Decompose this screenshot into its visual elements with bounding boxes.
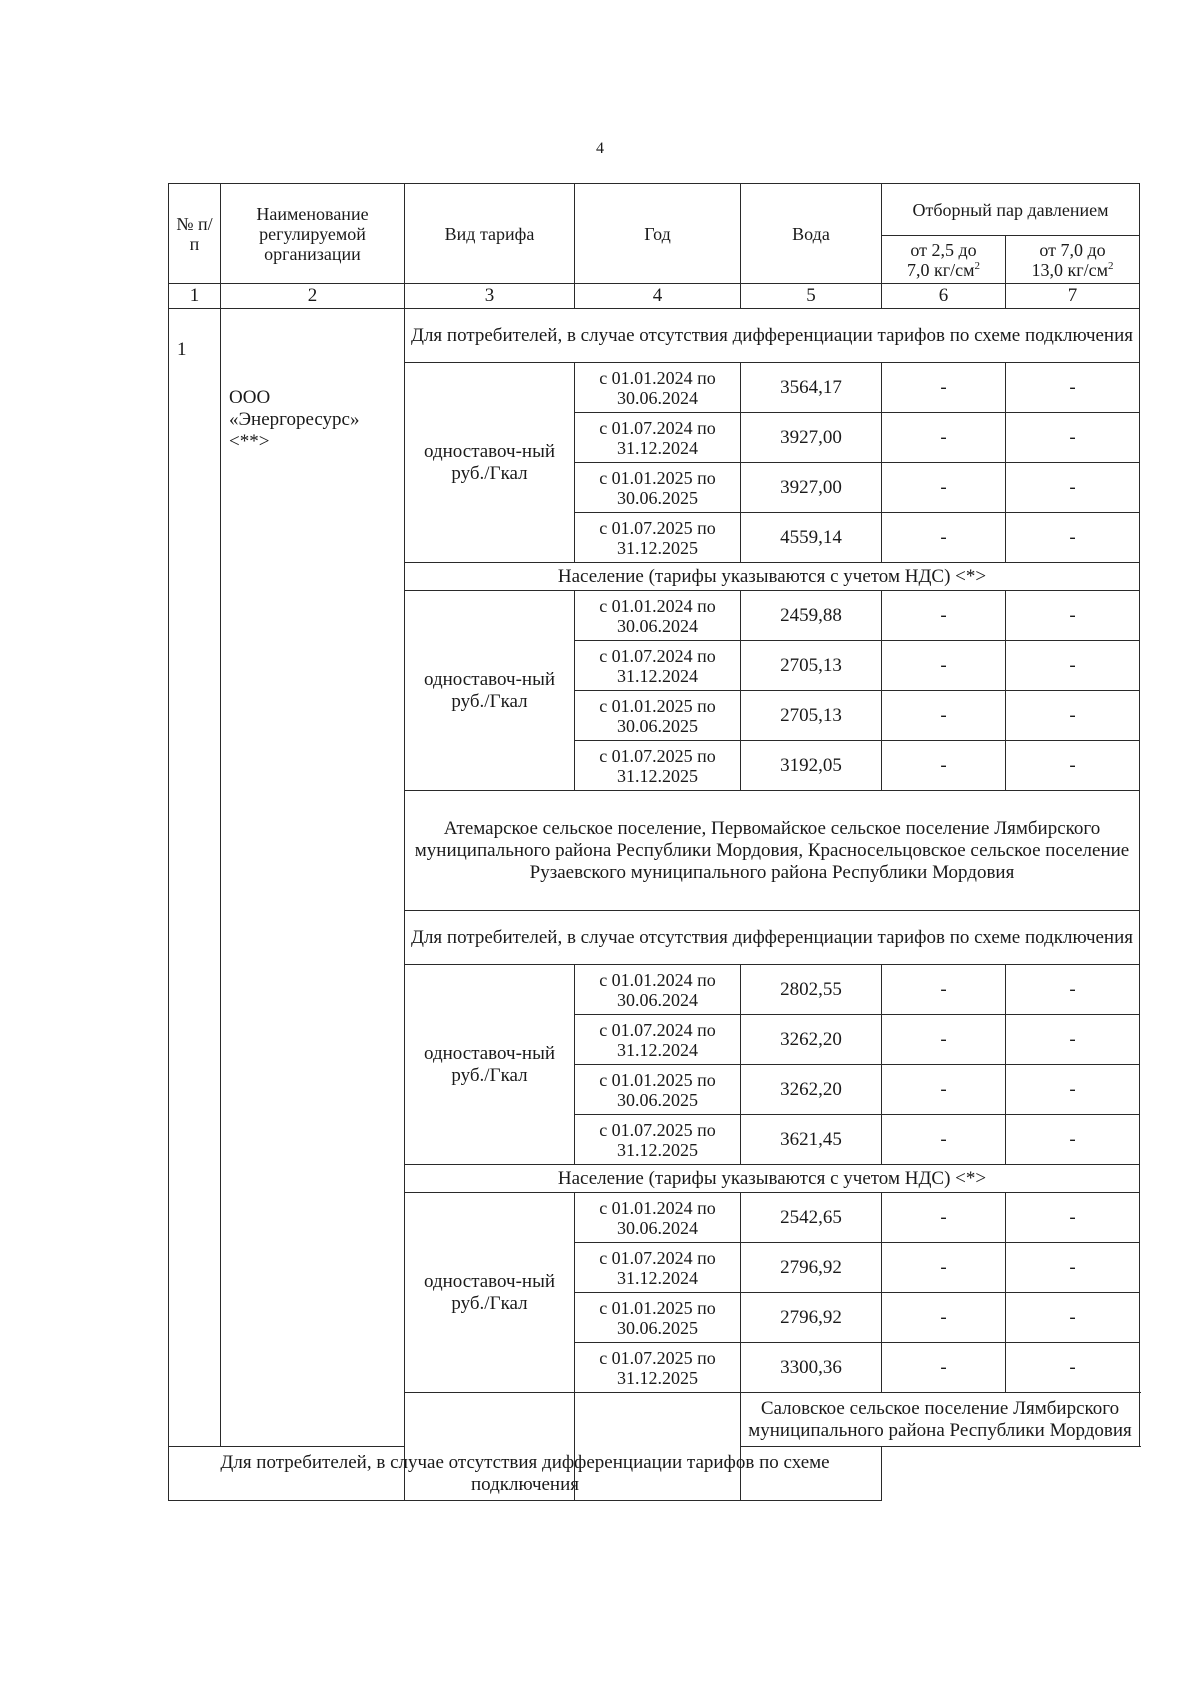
water-value: 2802,55 [741, 965, 882, 1015]
header-water: Вода [741, 184, 882, 284]
period: с 01.01.2025 по 30.06.2025 [575, 1293, 741, 1343]
steam-low-value: - [882, 413, 1006, 463]
steam-high-value: - [1006, 691, 1140, 741]
header-steam: Отборный пар давлением [882, 184, 1140, 236]
header-steam-high: от 7,0 до 13,0 $кг/см^2$ [1006, 236, 1140, 284]
steam-low-value: - [882, 965, 1006, 1015]
steam-high-value: - [1006, 513, 1140, 563]
period: с 01.01.2024 по 30.06.2024 [575, 591, 741, 641]
column-number: 7 [1006, 284, 1140, 309]
period: с 01.07.2024 по 31.12.2024 [575, 1243, 741, 1293]
water-value: 2796,92 [741, 1243, 882, 1293]
column-number: 5 [741, 284, 882, 309]
water-value: 3621,45 [741, 1115, 882, 1165]
steam-low-value: - [882, 741, 1006, 791]
steam-low-value: - [882, 1293, 1006, 1343]
water-value: 3192,05 [741, 741, 882, 791]
period: с 01.01.2024 по 30.06.2024 [575, 965, 741, 1015]
period: с 01.01.2024 по 30.06.2024 [575, 363, 741, 413]
steam-high-value: - [1006, 591, 1140, 641]
period: с 01.07.2024 по 31.12.2024 [575, 1015, 741, 1065]
period: с 01.01.2025 по 30.06.2025 [575, 691, 741, 741]
header-org: Наименование регулируемой организации [221, 184, 405, 284]
header-steam-low: от 2,5 до 7,0 $кг/см^2$ [882, 236, 1006, 284]
steam-high-value: - [1006, 1015, 1140, 1065]
tariff-type: одноставоч-ный руб./Гкал [405, 591, 575, 791]
water-value: 2459,88 [741, 591, 882, 641]
steam-low-value: - [882, 691, 1006, 741]
steam-high-value: - [1006, 965, 1140, 1015]
period: с 01.07.2025 по 31.12.2025 [575, 1115, 741, 1165]
section-consumers: Для потребителей, в случае отсутствия дифференциации тарифов по схеме подключения [405, 911, 1140, 965]
period: с 01.07.2025 по 31.12.2025 [575, 1343, 741, 1393]
steam-low-value: - [882, 1243, 1006, 1293]
steam-low-value: - [882, 1015, 1006, 1065]
water-value: 3927,00 [741, 413, 882, 463]
steam-low-value: - [882, 463, 1006, 513]
section-settlement-1: Атемарское сельское поселение, Первомайское сельское поселение Лямбирского муниципального района Республики Мордовия, Красносельцовское сельское поселение Рузаевского муниципального района Республики Мордовия [405, 791, 1140, 911]
tariff-type: одноставоч-ный руб./Гкал [405, 1193, 575, 1393]
period: с 01.07.2025 по 31.12.2025 [575, 513, 741, 563]
column-number: 2 [221, 284, 405, 309]
period: с 01.07.2024 по 31.12.2024 [575, 641, 741, 691]
steam-low-value: - [882, 363, 1006, 413]
section-settlement-2: Саловское сельское поселение Лямбирского муниципального района Республики Мордовия [741, 1393, 1140, 1447]
steam-low-value: - [882, 641, 1006, 691]
header-num: № п/п [169, 184, 221, 284]
period: с 01.01.2024 по 30.06.2024 [575, 1193, 741, 1243]
section-population: Население (тарифы указываются с учетом НДС) <*> [405, 563, 1140, 591]
steam-high-value: - [1006, 741, 1140, 791]
row-number: 1 [169, 309, 221, 1447]
water-value: 2705,13 [741, 641, 882, 691]
steam-low-value: - [882, 513, 1006, 563]
period: с 01.07.2025 по 31.12.2025 [575, 741, 741, 791]
steam-low-value: - [882, 1065, 1006, 1115]
period: с 01.01.2025 по 30.06.2025 [575, 1065, 741, 1115]
water-value: 3300,36 [741, 1343, 882, 1393]
water-value: 2705,13 [741, 691, 882, 741]
section-consumers: Для потребителей, в случае отсутствия дифференциации тарифов по схеме подключения [169, 1447, 882, 1501]
water-value: 3262,20 [741, 1065, 882, 1115]
steam-high-value: - [1006, 1293, 1140, 1343]
steam-high-value: - [1006, 413, 1140, 463]
steam-high-value: - [1006, 641, 1140, 691]
tariff-table [168, 183, 1140, 1501]
steam-low-value: - [882, 1193, 1006, 1243]
header-year: Год [575, 184, 741, 284]
column-number: 4 [575, 284, 741, 309]
water-value: 3927,00 [741, 463, 882, 513]
steam-high-value: - [1006, 463, 1140, 513]
steam-low-value: - [882, 1115, 1006, 1165]
organization-name: ООО «Энергоресурс» <**> [221, 309, 405, 1447]
section-population: Население (тарифы указываются с учетом НДС) <*> [405, 1165, 1140, 1193]
steam-high-value: - [1006, 1065, 1140, 1115]
steam-high-value: - [1006, 363, 1140, 413]
water-value: 2542,65 [741, 1193, 882, 1243]
column-number: 3 [405, 284, 575, 309]
steam-high-value: - [1006, 1243, 1140, 1293]
column-number: 1 [169, 284, 221, 309]
steam-high-value: - [1006, 1193, 1140, 1243]
steam-high-value: - [1006, 1343, 1140, 1393]
column-number: 6 [882, 284, 1006, 309]
header-tariff-type: Вид тарифа [405, 184, 575, 284]
column-number-row [169, 284, 1140, 309]
period: с 01.07.2024 по 31.12.2024 [575, 413, 741, 463]
water-value: 4559,14 [741, 513, 882, 563]
water-value: 2796,92 [741, 1293, 882, 1343]
tariff-type: одноставоч-ный руб./Гкал [405, 363, 575, 563]
tariff-type: одноставоч-ный руб./Гкал [405, 965, 575, 1165]
water-value: 3262,20 [741, 1015, 882, 1065]
page-number: 4 [596, 140, 604, 157]
period: с 01.01.2025 по 30.06.2025 [575, 463, 741, 513]
section-consumers: Для потребителей, в случае отсутствия дифференциации тарифов по схеме подключения [405, 309, 1140, 363]
steam-low-value: - [882, 591, 1006, 641]
water-value: 3564,17 [741, 363, 882, 413]
steam-low-value: - [882, 1343, 1006, 1393]
steam-high-value: - [1006, 1115, 1140, 1165]
